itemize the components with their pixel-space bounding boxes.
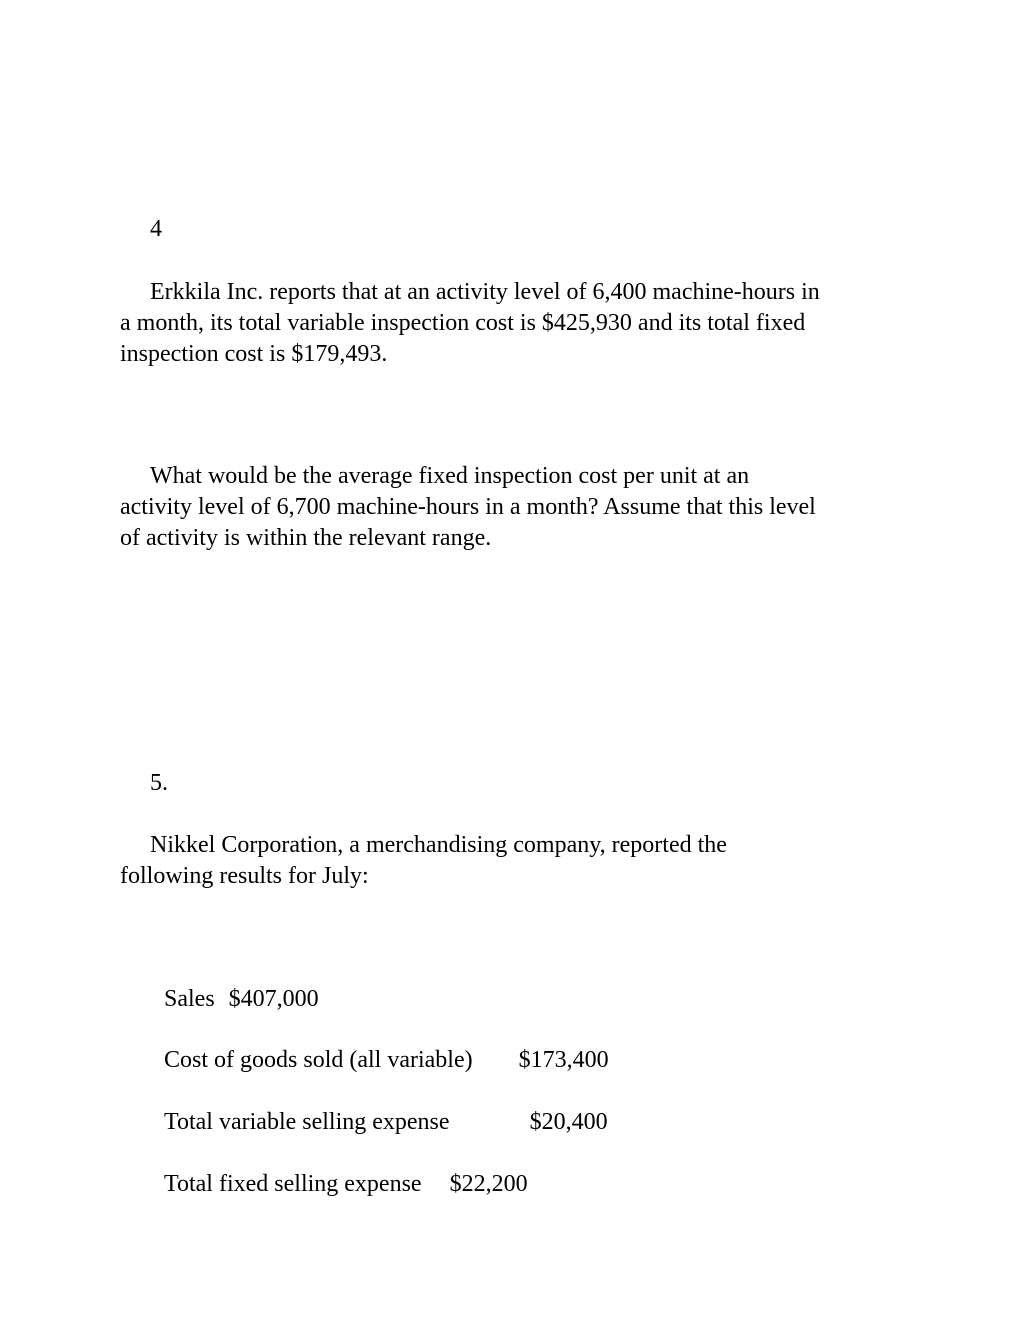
text-line: of activity is within the relevant range. [120, 525, 492, 551]
statement-row-cogs [164, 1045, 609, 1076]
statement-value: $173,400 [518, 1047, 609, 1073]
statement-value: $22,200 [449, 1171, 528, 1197]
question-4-number: 4 [150, 216, 162, 242]
statement-label: Cost of goods sold (all variable) [164, 1047, 473, 1073]
text-line: Nikkel Corporation, a merchandising company, reported the [150, 832, 727, 858]
question-5-intro [120, 830, 910, 892]
text-line: activity level of 6,700 machine-hours in a month? Assume that this level [120, 494, 816, 520]
statement-label: Sales [164, 986, 215, 1012]
statement-row-sales [164, 984, 319, 1015]
statement-row-variable-selling [164, 1107, 608, 1138]
question-5-number: 5. [150, 770, 168, 796]
statement-row-fixed-selling [164, 1169, 528, 1200]
statement-label: Total variable selling expense [164, 1109, 450, 1135]
statement-value: $407,000 [228, 986, 319, 1012]
question-4-paragraph-2 [120, 461, 910, 554]
question-4-paragraph-1 [120, 277, 910, 370]
statement-label: Total fixed selling expense [164, 1171, 422, 1197]
text-line: Erkkila Inc. reports that at an activity level of 6,400 machine-hours in [150, 279, 820, 305]
statement-value: $20,400 [529, 1109, 608, 1135]
text-line: inspection cost is $179,493. [120, 341, 388, 367]
text-line: following results for July: [120, 863, 369, 889]
text-line: What would be the average fixed inspection cost per unit at an [150, 463, 750, 489]
text-line: a month, its total variable inspection cost is $425,930 and its total fixed [120, 310, 806, 336]
